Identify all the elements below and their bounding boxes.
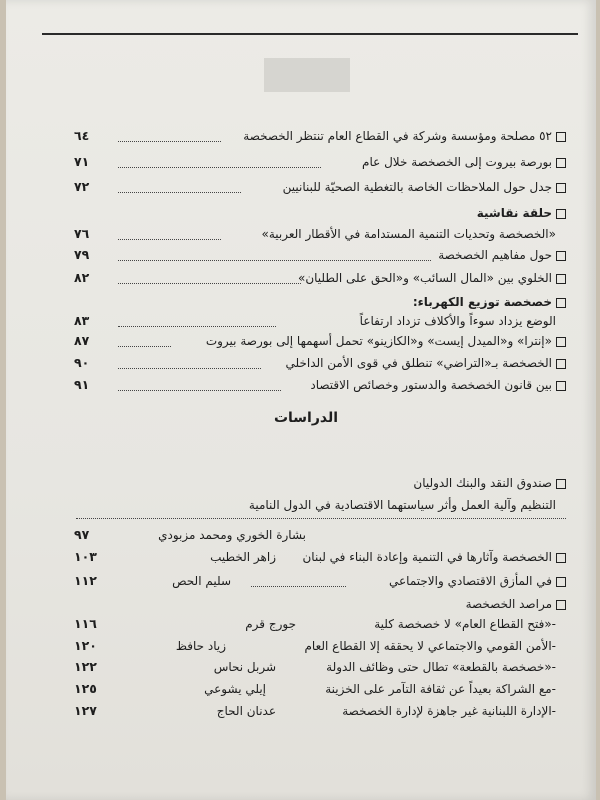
page-number: ١١٢	[74, 573, 97, 588]
page-number: ٧٢	[74, 179, 90, 194]
checkbox-icon	[556, 209, 566, 219]
book-page	[6, 0, 596, 800]
author: جورج قرم	[245, 617, 296, 631]
page-number: ٩٠	[74, 355, 90, 370]
page-number: ١٢٢	[74, 659, 97, 674]
checkbox-icon	[556, 132, 566, 142]
page-number: ٨٣	[74, 313, 90, 328]
toc-entry: الخلوي بين «المال السائب» و«الحق على الطليان» ٨٢	[46, 268, 566, 288]
table-of-contents	[6, 0, 596, 800]
section-title: الدراسات	[273, 410, 339, 426]
author: شربل نحاس	[213, 660, 276, 674]
page-number: ١٠٣	[74, 549, 97, 564]
study-entry: -مع الشراكة بعيداً عن ثقافة التآمر على الخزينة إيلي يشوعي ١٢٥	[46, 679, 566, 699]
checkbox-icon	[556, 298, 566, 308]
checkbox-icon	[556, 553, 566, 563]
study-entry: -«خصخصة بالقطعة» تطال حتى وظائف الدولة شربل نحاس ١٢٢	[46, 657, 566, 677]
checkbox-icon	[556, 381, 566, 391]
toc-entry: حلقة نقاشية	[46, 203, 566, 223]
toc-entry: «إنترا» و«الميدل إيست» و«الكازينو» تحمل أسهمها إلى بورصة بيروت ٨٧	[46, 331, 566, 351]
page-number: ٩١	[74, 377, 90, 392]
page-number: ٨٢	[74, 270, 90, 285]
page-number: ٧١	[74, 154, 90, 169]
author: سليم الحص	[172, 574, 231, 588]
author: إيلي يشوعي	[204, 682, 266, 696]
checkbox-icon	[556, 577, 566, 587]
page-number: ١٢٧	[74, 703, 97, 718]
toc-entry: «الخصخصة وتحديات التنمية المستدامة في الأقطار العربية» ٧٦	[46, 224, 566, 244]
checkbox-icon	[556, 183, 566, 193]
study-entry: في المأزق الاقتصادي والاجتماعي سليم الحص ١١٢	[46, 571, 566, 591]
page-number: ١٢٥	[74, 681, 97, 696]
author: بشارة الخوري ومحمد مزبودي	[158, 528, 306, 542]
checkbox-icon	[556, 479, 566, 489]
toc-entry: بين قانون الخصخصة والدستور وخصائص الاقتصاد ٩١	[46, 375, 566, 395]
page-number: ٨٧	[74, 333, 90, 348]
page-number: ٧٩	[74, 247, 90, 262]
toc-entry: حول مفاهيم الخصخصة ٧٩	[46, 245, 566, 265]
page-number: ٧٦	[74, 226, 90, 241]
toc-entry: بورصة بيروت إلى الخصخصة خلال عام ٧١	[46, 152, 566, 172]
page-number: ٦٤	[74, 128, 90, 143]
study-entry: صندوق النقد والبنك الدوليان	[46, 473, 566, 493]
checkbox-icon	[556, 600, 566, 610]
checkbox-icon	[556, 337, 566, 347]
checkbox-icon	[556, 359, 566, 369]
toc-entry: الوضع يزداد سوءاً والأكلاف تزداد ارتفاعاً ٨٣	[46, 311, 566, 331]
study-entry: مراصد الخصخصة	[46, 594, 566, 614]
toc-entry: ٥٢ مصلحة ومؤسسة وشركة في القطاع العام تنتظر الخصخصة ٦٤	[46, 126, 566, 146]
checkbox-icon	[556, 251, 566, 261]
study-entry: -الأمن القومي والاجتماعي لا يحققه إلا القطاع العام زياد حافظ ١٢٠	[46, 636, 566, 656]
toc-entry: الخصخصة بـ«التراضي» تنطلق في قوى الأمن الداخلي ٩٠	[46, 353, 566, 373]
author: عدنان الحاج	[216, 704, 276, 718]
study-entry	[46, 525, 566, 545]
study-entry: الخصخصة وآثارها في التنمية وإعادة البناء في لبنان زاهر الخطيب ١٠٣	[46, 547, 566, 567]
study-entry: -الإدارة اللبنانية غير جاهزة لإدارة الخصخصة عدنان الحاج ١٢٧	[46, 701, 566, 721]
study-entry: -«فتح القطاع العام» لا خصخصة كلية جورج قرم ١١٦	[46, 614, 566, 634]
toc-entry: خصخصة توزيع الكهرباء:	[46, 292, 566, 312]
page-number: ١٢٠	[74, 638, 97, 653]
checkbox-icon	[556, 274, 566, 284]
author: زياد حافظ	[175, 639, 226, 653]
toc-entry: جدل حول الملاحظات الخاصة بالتغطية الصحيّة للبنانيين ٧٢	[46, 177, 566, 197]
page-number: ١١٦	[74, 616, 97, 631]
study-entry: التنظيم وآلية العمل وأثر سياستهما الاقتصادية في الدول النامية	[46, 495, 566, 515]
page-number: ٩٧	[74, 527, 90, 542]
checkbox-icon	[556, 158, 566, 168]
author: زاهر الخطيب	[210, 550, 276, 564]
